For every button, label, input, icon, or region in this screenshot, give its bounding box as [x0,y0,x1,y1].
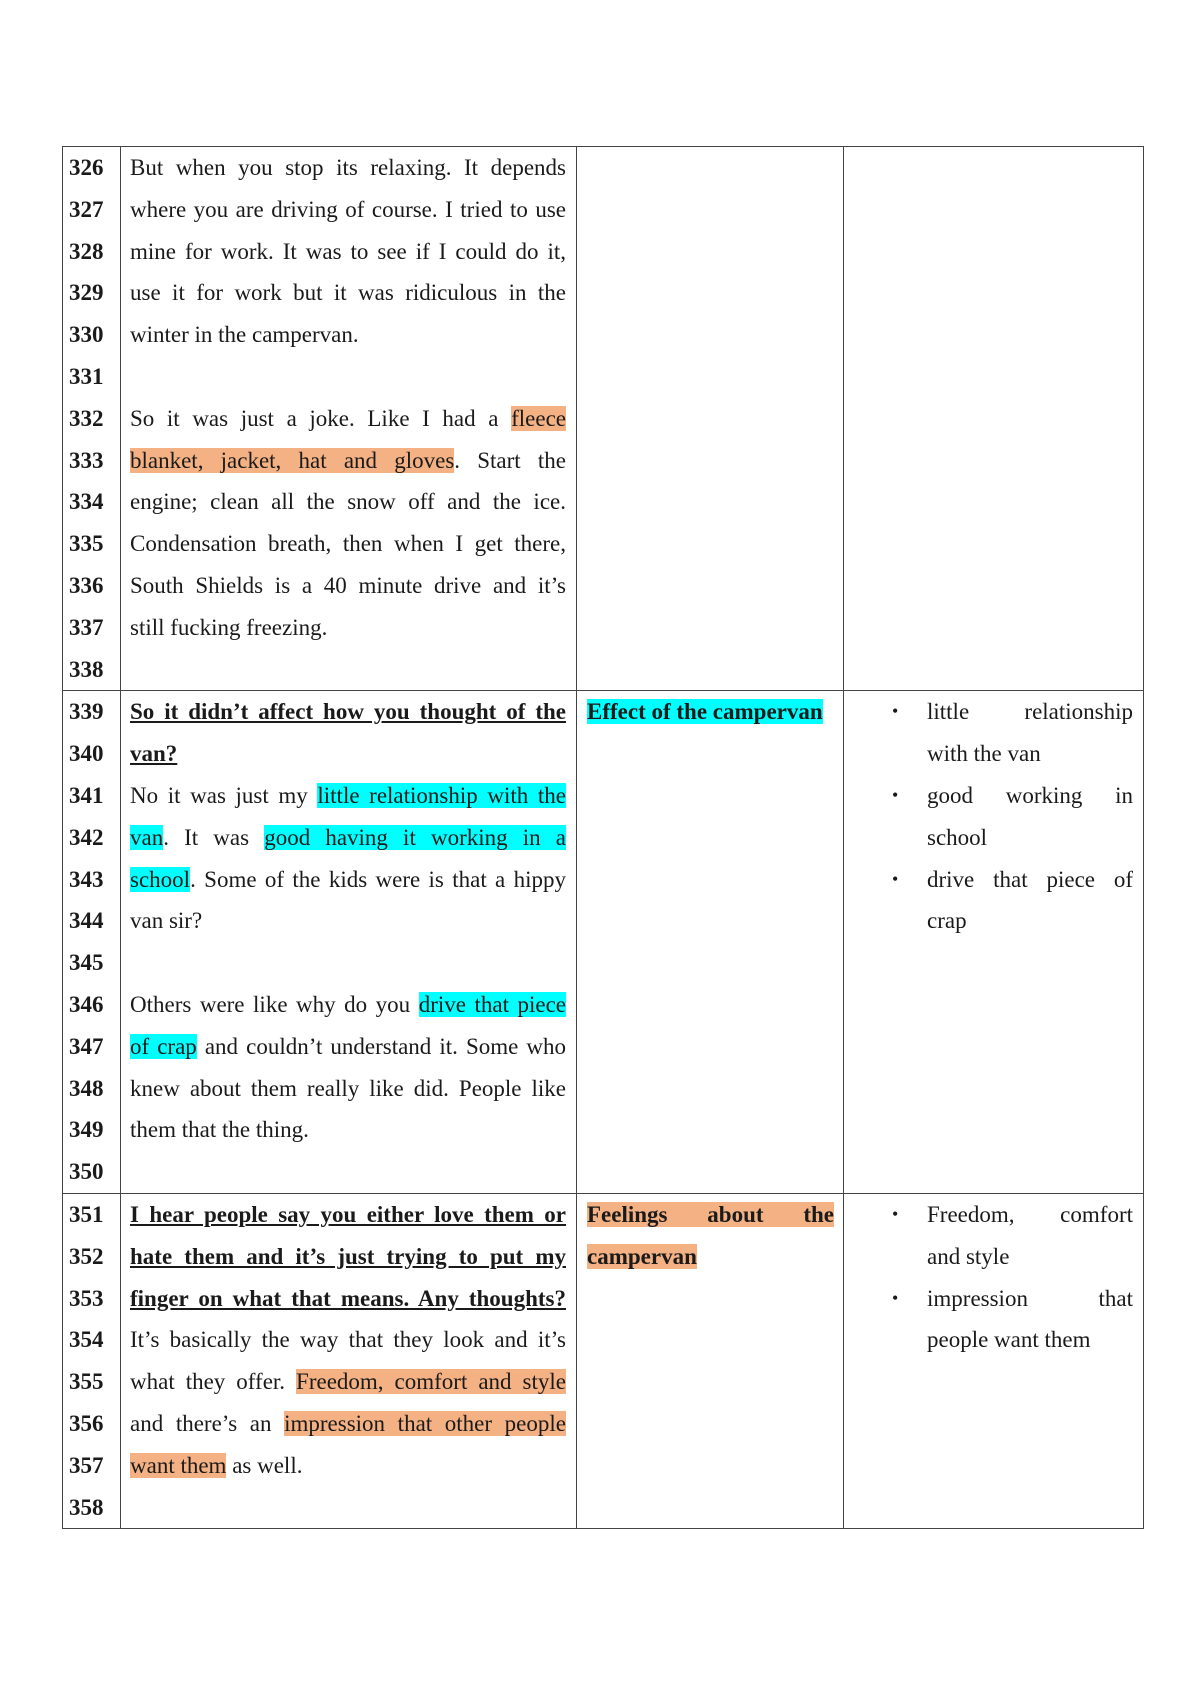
highlighted-phrase: want them [130,1452,227,1478]
highlighted-phrase: good having it working in a [264,824,566,850]
transcript-line [130,565,566,607]
transcript-row [63,147,1144,691]
code-item [844,775,1133,859]
transcript-line [130,607,566,649]
transcript-line [130,900,566,942]
highlighted-phrase: van [130,824,164,850]
line-number: 328 [69,238,104,264]
transcript-line [130,1403,566,1445]
transcript-line [130,1194,566,1236]
bullet-icon: • [892,1203,899,1224]
transcript-text-cell [121,691,577,1194]
transcript-line [130,1151,566,1193]
text-segment: . It was [163,824,265,850]
line-number: 356 [69,1410,104,1436]
text-segment: still fucking freezing. [130,614,328,640]
line-number: 337 [69,614,104,640]
theme-label: campervan [587,1243,697,1269]
codes-cell [844,1193,1144,1528]
codes-list [844,1194,1133,1361]
line-number-cell [63,691,121,1194]
line-number: 355 [69,1369,104,1395]
code-item [844,859,1133,943]
highlighted-phrase: of crap [130,1033,197,1059]
text-segment: So it was just a joke. Like I had a [130,405,512,431]
interviewer-question: I hear people say you either love them or [130,1201,566,1227]
interviewer-question: hate them and it’s just trying to put my [130,1243,566,1269]
line-number: 340 [69,741,104,767]
transcript-line [130,440,566,482]
text-segment: . Some of the kids were is that a hippy [190,866,566,892]
line-number: 331 [69,363,104,389]
transcript-line [130,231,566,273]
line-number-cell [63,1193,121,1528]
theme-line [587,691,834,733]
bullet-icon: • [892,868,899,889]
text-segment: van sir? [130,908,203,934]
theme-line [587,1236,834,1278]
line-number: 336 [69,572,104,598]
line-number: 345 [69,950,104,976]
line-number: 329 [69,280,104,306]
code-line: drive that piece of [927,866,1133,892]
transcript-line [130,691,566,733]
theme-cell [577,1193,844,1528]
highlighted-phrase: Freedom, comfort and style [296,1369,566,1395]
text-segment: No it was just my [130,782,318,808]
transcript-line [130,356,566,398]
transcript-row [63,691,1144,1194]
theme-label: Feelings about the [587,1201,834,1227]
text-segment: as well. [226,1452,303,1478]
theme-cell [577,691,844,1194]
transcript-line [130,272,566,314]
highlighted-phrase: little relationship with the [317,782,566,808]
line-number: 334 [69,489,104,515]
line-number: 351 [69,1201,104,1227]
transcript-line [130,942,566,984]
code-line: crap [927,908,967,934]
theme-label: Effect of the campervan [587,699,823,725]
highlighted-phrase: drive that piece [418,991,566,1017]
code-line: impression that [927,1285,1133,1311]
line-number: 358 [69,1494,104,1520]
line-number: 326 [69,155,104,180]
text-segment: Condensation breath, then when I get there, [130,531,566,557]
highlighted-phrase: school [130,866,191,892]
transcript-line [130,984,566,1026]
interviewer-question: van? [130,741,178,767]
bullet-icon: • [892,1287,899,1308]
code-item [844,1194,1133,1278]
code-line: people want them [927,1327,1091,1353]
transcript-text-cell [121,147,577,691]
transcript-line [130,1109,566,1151]
code-line: little relationship [927,699,1133,725]
transcript-line [130,733,566,775]
text-segment: and couldn’t understand it. Some who [196,1033,566,1059]
transcript-body [63,147,1144,1529]
bullet-icon: • [892,701,899,722]
line-number: 338 [69,656,104,682]
transcript-line [130,1278,566,1320]
transcript-line [130,314,566,356]
text-segment: Others were like why do you [130,991,419,1017]
transcript-table [62,146,1144,1529]
line-number: 350 [69,1159,104,1185]
line-number: 354 [69,1327,104,1353]
theme-cell [577,147,844,691]
code-line: and style [927,1243,1010,1269]
line-number: 347 [69,1033,104,1059]
text-segment: and there’s an [130,1410,285,1436]
code-line: with the van [927,741,1041,767]
transcript-line [130,1445,566,1487]
line-number: 339 [69,699,104,725]
bullet-icon: • [892,784,899,805]
transcript-line [130,147,566,189]
code-line: good working in [927,782,1133,808]
text-segment: South Shields is a 40 minute drive and it’s [130,572,566,598]
text-segment: winter in the campervan. [130,322,359,348]
interviewer-question: So it didn’t affect how you thought of the [130,699,566,725]
line-number: 349 [69,1117,104,1143]
line-number: 333 [69,447,104,473]
transcript-row [63,1193,1144,1528]
highlighted-phrase: impression that other people [284,1410,566,1436]
line-number: 332 [69,405,104,431]
line-number: 327 [69,196,104,222]
text-segment: . Start the [454,447,566,473]
code-item [844,691,1133,775]
text-segment: But when you stop its relaxing. It depends [130,155,566,180]
text-segment: mine for work. It was to see if I could do it, [130,238,566,264]
line-number-cell [63,147,121,691]
code-line: Freedom, comfort [927,1201,1133,1227]
transcript-line [130,775,566,817]
transcript-line [130,817,566,859]
line-number: 341 [69,782,104,808]
codes-cell [844,691,1144,1194]
transcript-line [130,1487,566,1529]
transcript-text-cell [121,1193,577,1528]
transcript-line [130,1319,566,1361]
line-number: 348 [69,1075,104,1101]
text-segment: what they offer. [130,1369,297,1395]
transcript-line [130,189,566,231]
transcript-line [130,859,566,901]
transcript-line [130,1068,566,1110]
code-line: school [927,824,988,850]
transcript-line [130,398,566,440]
text-segment: It’s basically the way that they look and it’s [130,1327,566,1353]
transcript-line [130,1361,566,1403]
line-number: 344 [69,908,104,934]
interviewer-question: finger on what that means. Any thoughts? [130,1285,566,1311]
transcript-line [130,649,566,691]
text-segment: knew about them really like did. People like [130,1075,566,1101]
line-number: 353 [69,1285,104,1311]
codes-cell [844,147,1144,691]
line-number: 343 [69,866,104,892]
transcript-line [130,1236,566,1278]
line-number: 330 [69,322,104,348]
code-item [844,1278,1133,1362]
line-number: 342 [69,824,104,850]
transcript-line [130,481,566,523]
text-segment: engine; clean all the snow off and the ice. [130,489,566,515]
highlighted-phrase: blanket, jacket, hat and gloves [130,447,455,473]
line-number: 346 [69,991,104,1017]
theme-line [587,1194,834,1236]
line-number: 335 [69,531,104,557]
transcript-line [130,1026,566,1068]
line-number: 352 [69,1243,104,1269]
text-segment: use it for work but it was ridiculous in the [130,280,566,306]
highlighted-phrase: fleece [511,405,566,431]
codes-list [844,691,1133,942]
text-segment: them that the thing. [130,1117,309,1143]
text-segment: where you are driving of course. I tried to use [130,196,566,222]
line-number: 357 [69,1452,104,1478]
transcript-line [130,523,566,565]
